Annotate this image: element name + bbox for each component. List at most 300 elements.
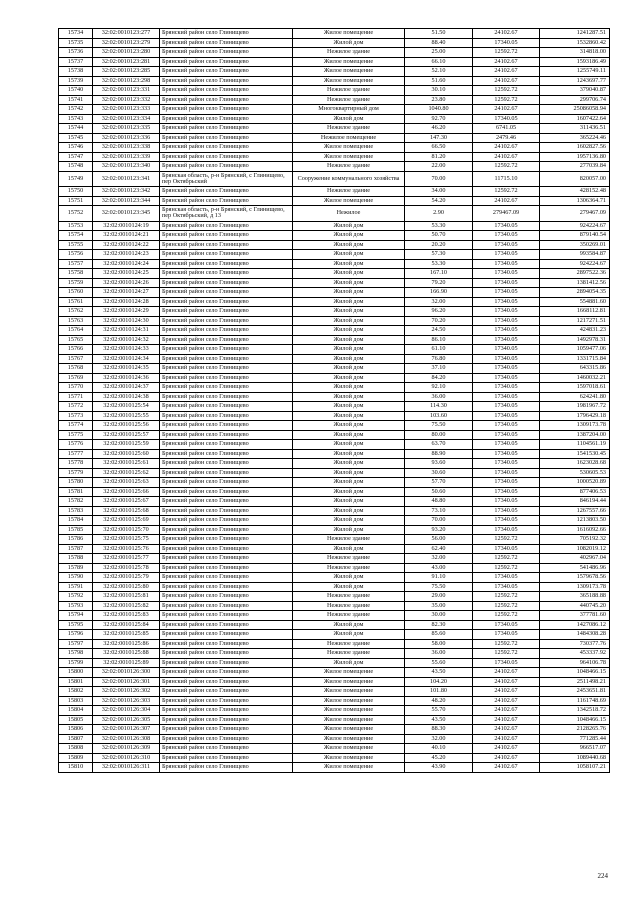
object-type-cell: Жилой дом	[293, 38, 405, 48]
address-cell: Брянский район село Глинищево	[160, 715, 293, 725]
cadastral-number-cell: 32:02:0010124:34	[93, 354, 160, 364]
cadastral-number-cell: 32:02:0010125:81	[93, 592, 160, 602]
table-row	[59, 231, 610, 241]
cadastral-number-cell: 32:02:0010125:62	[93, 468, 160, 478]
area-cell: 48.80	[405, 497, 473, 507]
row-number-cell: 15791	[59, 582, 93, 592]
specific-value-cell: 17340.05	[473, 516, 540, 526]
table-row	[59, 67, 610, 77]
object-type-cell: Жилой дом	[293, 468, 405, 478]
cadastral-number-cell: 32:02:0010125:67	[93, 497, 160, 507]
cadastral-value-cell: 1048466.15	[540, 668, 610, 678]
object-type-cell: Жилой дом	[293, 497, 405, 507]
row-number-cell: 15743	[59, 114, 93, 124]
address-cell: Брянский район село Глинищево	[160, 658, 293, 668]
cadastral-value-cell: 771285.44	[540, 734, 610, 744]
cadastral-number-cell: 32:02:0010124:19	[93, 221, 160, 231]
specific-value-cell: 17340.05	[473, 573, 540, 583]
table-row	[59, 373, 610, 383]
address-cell: Брянский район село Глинищево	[160, 240, 293, 250]
object-type-cell: Нежилое здание	[293, 554, 405, 564]
table-row	[59, 29, 610, 39]
cadastral-number-cell: 32:02:0010125:77	[93, 554, 160, 564]
cadastral-value-cell: 1532860.42	[540, 38, 610, 48]
address-cell: Брянский район село Глинищево	[160, 630, 293, 640]
area-cell: 79.20	[405, 278, 473, 288]
table-row	[59, 240, 610, 250]
area-cell: 167.10	[405, 269, 473, 279]
address-cell: Брянский район село Глинищево	[160, 105, 293, 115]
object-type-cell: Жилой дом	[293, 411, 405, 421]
area-cell: 46.20	[405, 124, 473, 134]
row-number-cell: 15760	[59, 288, 93, 298]
object-type-cell: Жилое помещение	[293, 76, 405, 86]
table-row	[59, 744, 610, 754]
object-type-cell: Жилой дом	[293, 573, 405, 583]
row-number-cell: 15755	[59, 240, 93, 250]
object-type-cell: Жилой дом	[293, 345, 405, 355]
area-cell: 96.20	[405, 307, 473, 317]
address-cell: Брянский район село Глинищево	[160, 86, 293, 96]
specific-value-cell: 279467.09	[473, 206, 540, 222]
table-row	[59, 57, 610, 67]
cadastral-number-cell: 32:02:0010123:298	[93, 76, 160, 86]
area-cell: 52.10	[405, 67, 473, 77]
table-row	[59, 430, 610, 440]
address-cell: Брянский район село Глинищево	[160, 582, 293, 592]
address-cell: Брянский район село Глинищево	[160, 67, 293, 77]
row-number-cell: 15748	[59, 162, 93, 172]
row-number-cell: 15799	[59, 658, 93, 668]
object-type-cell: Жилой дом	[293, 459, 405, 469]
specific-value-cell: 12592.72	[473, 611, 540, 621]
specific-value-cell: 24102.67	[473, 725, 540, 735]
specific-value-cell: 17340.05	[473, 240, 540, 250]
row-number-cell: 15771	[59, 392, 93, 402]
address-cell: Брянский район село Глинищево	[160, 48, 293, 58]
object-type-cell: Жилой дом	[293, 478, 405, 488]
address-cell: Брянский район село Глинищево	[160, 38, 293, 48]
cadastral-value-cell: 1381412.56	[540, 278, 610, 288]
cadastral-number-cell: 32:02:0010125:63	[93, 478, 160, 488]
table-row	[59, 250, 610, 260]
cadastral-value-cell: 1255749.11	[540, 67, 610, 77]
object-type-cell: Жилой дом	[293, 373, 405, 383]
cadastral-value-cell: 541486.96	[540, 563, 610, 573]
address-cell: Брянский район село Глинищево	[160, 402, 293, 412]
row-number-cell: 15800	[59, 668, 93, 678]
specific-value-cell: 24102.67	[473, 57, 540, 67]
cadastral-number-cell: 32:02:0010124:30	[93, 316, 160, 326]
row-number-cell: 15768	[59, 364, 93, 374]
registry-sheet	[58, 28, 609, 773]
row-number-cell: 15775	[59, 430, 93, 440]
table-row	[59, 307, 610, 317]
specific-value-cell: 17340.05	[473, 411, 540, 421]
cadastral-number-cell: 32:02:0010125:79	[93, 573, 160, 583]
object-type-cell: Жилое помещение	[293, 696, 405, 706]
area-cell: 84.20	[405, 373, 473, 383]
row-number-cell: 15762	[59, 307, 93, 317]
table-row	[59, 706, 610, 716]
area-cell: 29.00	[405, 592, 473, 602]
specific-value-cell: 12592.72	[473, 554, 540, 564]
specific-value-cell: 17340.05	[473, 487, 540, 497]
area-cell: 57.30	[405, 250, 473, 260]
cadastral-value-cell: 2128265.76	[540, 725, 610, 735]
address-cell: Брянский район село Глинищево	[160, 221, 293, 231]
table-row	[59, 763, 610, 773]
cadastral-number-cell: 32:02:0010123:285	[93, 67, 160, 77]
row-number-cell: 15745	[59, 133, 93, 143]
cadastral-number-cell: 32:02:0010124:22	[93, 240, 160, 250]
object-type-cell: Жилой дом	[293, 487, 405, 497]
address-cell: Брянский район село Глинищево	[160, 326, 293, 336]
table-row	[59, 649, 610, 659]
address-cell: Брянский район село Глинищево	[160, 297, 293, 307]
address-cell: Брянский район село Глинищево	[160, 611, 293, 621]
table-row	[59, 196, 610, 206]
specific-value-cell: 17340.05	[473, 316, 540, 326]
object-type-cell: Жилое помещение	[293, 668, 405, 678]
cadastral-number-cell: 32:02:0010123:331	[93, 86, 160, 96]
area-cell: 101.80	[405, 687, 473, 697]
area-cell: 86.10	[405, 335, 473, 345]
cadastral-value-cell: 1796429.18	[540, 411, 610, 421]
object-type-cell: Жилой дом	[293, 402, 405, 412]
address-cell: Брянский район село Глинищево	[160, 250, 293, 260]
object-type-cell: Нежилое здание	[293, 601, 405, 611]
area-cell: 88.90	[405, 449, 473, 459]
cadastral-number-cell: 32:02:0010126:305	[93, 715, 160, 725]
specific-value-cell: 24102.67	[473, 687, 540, 697]
address-cell: Брянский район село Глинищево	[160, 725, 293, 735]
address-cell: Брянский район село Глинищево	[160, 278, 293, 288]
object-type-cell: Жилой дом	[293, 250, 405, 260]
area-cell: 23.80	[405, 95, 473, 105]
area-cell: 166.90	[405, 288, 473, 298]
cadastral-value-cell: 365224.46	[540, 133, 610, 143]
address-cell: Брянский район село Глинищево	[160, 162, 293, 172]
table-row	[59, 259, 610, 269]
address-cell: Брянский район село Глинищево	[160, 649, 293, 659]
specific-value-cell: 12592.72	[473, 563, 540, 573]
object-type-cell: Жилой дом	[293, 335, 405, 345]
row-number-cell: 15790	[59, 573, 93, 583]
cadastral-value-cell: 2453651.81	[540, 687, 610, 697]
address-cell: Брянский район село Глинищево	[160, 468, 293, 478]
table-row	[59, 133, 610, 143]
area-cell: 25.00	[405, 48, 473, 58]
row-number-cell: 15750	[59, 187, 93, 197]
specific-value-cell: 17340.05	[473, 478, 540, 488]
area-cell: 1040.80	[405, 105, 473, 115]
cadastral-number-cell: 32:02:0010125:54	[93, 402, 160, 412]
object-type-cell: Нежилое здание	[293, 162, 405, 172]
cadastral-value-cell: 1623028.68	[540, 459, 610, 469]
specific-value-cell: 17340.05	[473, 449, 540, 459]
specific-value-cell: 17340.05	[473, 620, 540, 630]
row-number-cell: 15798	[59, 649, 93, 659]
page-number: 224	[597, 872, 608, 880]
object-type-cell: Жилое помещение	[293, 677, 405, 687]
cadastral-value-cell: 314818.00	[540, 48, 610, 58]
area-cell: 62.40	[405, 544, 473, 554]
cadastral-number-cell: 32:02:0010123:333	[93, 105, 160, 115]
object-type-cell: Жилой дом	[293, 582, 405, 592]
specific-value-cell: 17340.05	[473, 630, 540, 640]
area-cell: 40.10	[405, 744, 473, 754]
area-cell: 66.10	[405, 57, 473, 67]
specific-value-cell: 17340.05	[473, 288, 540, 298]
cadastral-value-cell: 624241.80	[540, 392, 610, 402]
row-number-cell: 15756	[59, 250, 93, 260]
address-cell: Брянский район село Глинищево	[160, 364, 293, 374]
table-row	[59, 725, 610, 735]
area-cell: 85.60	[405, 630, 473, 640]
specific-value-cell: 12592.72	[473, 95, 540, 105]
area-cell: 92.10	[405, 383, 473, 393]
table-row	[59, 478, 610, 488]
cadastral-number-cell: 32:02:0010125:68	[93, 506, 160, 516]
cadastral-value-cell: 820057.00	[540, 171, 610, 187]
row-number-cell: 15770	[59, 383, 93, 393]
row-number-cell: 15735	[59, 38, 93, 48]
specific-value-cell: 12592.72	[473, 592, 540, 602]
table-row	[59, 582, 610, 592]
address-cell: Брянский район село Глинищево	[160, 152, 293, 162]
address-cell: Брянский район село Глинищево	[160, 345, 293, 355]
cadastral-number-cell: 32:02:0010123:342	[93, 187, 160, 197]
address-cell: Брянский район село Глинищево	[160, 449, 293, 459]
specific-value-cell: 24102.67	[473, 753, 540, 763]
row-number-cell: 15806	[59, 725, 93, 735]
address-cell: Брянский район село Глинищево	[160, 95, 293, 105]
specific-value-cell: 17340.05	[473, 364, 540, 374]
area-cell: 61.10	[405, 345, 473, 355]
row-number-cell: 15778	[59, 459, 93, 469]
address-cell: Брянский район село Глинищево	[160, 231, 293, 241]
specific-value-cell: 24102.67	[473, 763, 540, 773]
object-type-cell: Жилой дом	[293, 231, 405, 241]
row-number-cell: 15788	[59, 554, 93, 564]
cadastral-value-cell: 554881.60	[540, 297, 610, 307]
area-cell: 43.50	[405, 715, 473, 725]
address-cell: Брянская область, р-н Брянский, с Глинищево, пер Октябрьский, д 13	[160, 206, 293, 222]
table-row	[59, 715, 610, 725]
row-number-cell: 15810	[59, 763, 93, 773]
cadastral-number-cell: 32:02:0010125:75	[93, 535, 160, 545]
area-cell: 53.30	[405, 221, 473, 231]
cadastral-number-cell: 32:02:0010125:76	[93, 544, 160, 554]
cadastral-number-cell: 32:02:0010124:36	[93, 373, 160, 383]
cadastral-value-cell: 1267557.66	[540, 506, 610, 516]
row-number-cell: 15757	[59, 259, 93, 269]
cadastral-value-cell: 1668112.81	[540, 307, 610, 317]
cadastral-value-cell: 730377.76	[540, 639, 610, 649]
cadastral-number-cell: 32:02:0010123:334	[93, 114, 160, 124]
cadastral-value-cell: 1342518.72	[540, 706, 610, 716]
specific-value-cell: 17340.05	[473, 373, 540, 383]
row-number-cell: 15749	[59, 171, 93, 187]
row-number-cell: 15808	[59, 744, 93, 754]
cadastral-number-cell: 32:02:0010125:70	[93, 525, 160, 535]
cadastral-number-cell: 32:02:0010124:29	[93, 307, 160, 317]
cadastral-value-cell: 1981967.72	[540, 402, 610, 412]
specific-value-cell: 17340.05	[473, 114, 540, 124]
object-type-cell: Жилое помещение	[293, 29, 405, 39]
table-row	[59, 187, 610, 197]
table-row	[59, 76, 610, 86]
specific-value-cell: 17340.05	[473, 468, 540, 478]
specific-value-cell: 6741.05	[473, 124, 540, 134]
address-cell: Брянский район село Глинищево	[160, 573, 293, 583]
row-number-cell: 15763	[59, 316, 93, 326]
address-cell: Брянский район село Глинищево	[160, 639, 293, 649]
object-type-cell: Жилое помещение	[293, 753, 405, 763]
specific-value-cell: 17340.05	[473, 231, 540, 241]
row-number-cell: 15789	[59, 563, 93, 573]
row-number-cell: 15746	[59, 143, 93, 153]
object-type-cell: Жилой дом	[293, 392, 405, 402]
table-row	[59, 297, 610, 307]
cadastral-value-cell: 1309173.78	[540, 582, 610, 592]
cadastral-value-cell: 1161748.69	[540, 696, 610, 706]
object-type-cell: Жилое помещение	[293, 763, 405, 773]
cadastral-value-cell: 1957136.80	[540, 152, 610, 162]
table-row	[59, 601, 610, 611]
table-row	[59, 206, 610, 222]
row-number-cell: 15797	[59, 639, 93, 649]
cadastral-value-cell: 1082019.12	[540, 544, 610, 554]
object-type-cell: Жилой дом	[293, 288, 405, 298]
table-row	[59, 143, 610, 153]
address-cell: Брянский район село Глинищево	[160, 459, 293, 469]
table-row	[59, 105, 610, 115]
table-row	[59, 658, 610, 668]
cadastral-value-cell: 311436.51	[540, 124, 610, 134]
area-cell: 32.00	[405, 554, 473, 564]
object-type-cell: Жилое помещение	[293, 67, 405, 77]
area-cell: 30.60	[405, 468, 473, 478]
cadastral-number-cell: 32:02:0010124:38	[93, 392, 160, 402]
cadastral-number-cell: 32:02:0010123:335	[93, 124, 160, 134]
area-cell: 93.20	[405, 525, 473, 535]
object-type-cell: Жилое помещение	[293, 706, 405, 716]
cadastral-number-cell: 32:02:0010124:31	[93, 326, 160, 336]
cadastral-number-cell: 32:02:0010126:308	[93, 734, 160, 744]
object-type-cell: Сооружение коммунального хозяйства	[293, 171, 405, 187]
address-cell: Брянский район село Глинищево	[160, 734, 293, 744]
cadastral-number-cell: 32:02:0010123:280	[93, 48, 160, 58]
cadastral-number-cell: 32:02:0010125:86	[93, 639, 160, 649]
cadastral-value-cell: 424831.23	[540, 326, 610, 336]
table-row	[59, 554, 610, 564]
specific-value-cell: 24102.67	[473, 29, 540, 39]
table-row	[59, 487, 610, 497]
specific-value-cell: 24102.67	[473, 744, 540, 754]
row-number-cell: 15742	[59, 105, 93, 115]
address-cell: Брянский район село Глинищево	[160, 114, 293, 124]
address-cell: Брянский район село Глинищево	[160, 516, 293, 526]
cadastral-value-cell: 1048466.15	[540, 715, 610, 725]
object-type-cell: Жилой дом	[293, 114, 405, 124]
object-type-cell: Жилое помещение	[293, 57, 405, 67]
specific-value-cell: 24102.67	[473, 706, 540, 716]
object-type-cell: Жилой дом	[293, 307, 405, 317]
specific-value-cell: 17340.05	[473, 544, 540, 554]
specific-value-cell: 17340.05	[473, 326, 540, 336]
cadastral-value-cell: 2897522.36	[540, 269, 610, 279]
table-row	[59, 677, 610, 687]
object-type-cell: Жилой дом	[293, 316, 405, 326]
cadastral-value-cell: 1059477.06	[540, 345, 610, 355]
object-type-cell: Жилое помещение	[293, 143, 405, 153]
area-cell: 35.00	[405, 601, 473, 611]
object-type-cell: Нежилое здание	[293, 649, 405, 659]
address-cell: Брянский район село Глинищево	[160, 354, 293, 364]
table-row	[59, 345, 610, 355]
table-row	[59, 171, 610, 187]
specific-value-cell: 17340.05	[473, 421, 540, 431]
area-cell: 92.70	[405, 114, 473, 124]
area-cell: 76.80	[405, 354, 473, 364]
specific-value-cell: 17340.05	[473, 221, 540, 231]
cadastral-value-cell: 1217271.51	[540, 316, 610, 326]
specific-value-cell: 24102.67	[473, 734, 540, 744]
address-cell: Брянский район село Глинищево	[160, 544, 293, 554]
cadastral-value-cell: 993584.87	[540, 250, 610, 260]
cadastral-value-cell: 1306364.71	[540, 196, 610, 206]
table-row	[59, 516, 610, 526]
object-type-cell: Жилой дом	[293, 440, 405, 450]
specific-value-cell: 2479.46	[473, 133, 540, 143]
cadastral-number-cell: 32:02:0010123:336	[93, 133, 160, 143]
table-row	[59, 449, 610, 459]
row-number-cell: 15792	[59, 592, 93, 602]
cadastral-number-cell: 32:02:0010125:55	[93, 411, 160, 421]
address-cell: Брянский район село Глинищево	[160, 763, 293, 773]
object-type-cell: Жилое помещение	[293, 734, 405, 744]
cadastral-number-cell: 32:02:0010124:24	[93, 259, 160, 269]
row-number-cell: 15777	[59, 449, 93, 459]
cadastral-number-cell: 32:02:0010125:69	[93, 516, 160, 526]
table-row	[59, 440, 610, 450]
area-cell: 82.30	[405, 620, 473, 630]
object-type-cell: Жилой дом	[293, 278, 405, 288]
object-type-cell: Жилой дом	[293, 544, 405, 554]
address-cell: Брянский район село Глинищево	[160, 335, 293, 345]
cadastral-number-cell: 32:02:0010125:66	[93, 487, 160, 497]
area-cell: 50.70	[405, 231, 473, 241]
row-number-cell: 15786	[59, 535, 93, 545]
object-type-cell: Многоквартирный дом	[293, 105, 405, 115]
address-cell: Брянский район село Глинищево	[160, 706, 293, 716]
row-number-cell: 15744	[59, 124, 93, 134]
row-number-cell: 15793	[59, 601, 93, 611]
area-cell: 50.60	[405, 487, 473, 497]
object-type-cell: Нежилое здание	[293, 535, 405, 545]
table-row	[59, 421, 610, 431]
area-cell: 55.60	[405, 658, 473, 668]
cadastral-number-cell: 32:02:0010124:33	[93, 345, 160, 355]
area-cell: 43.90	[405, 763, 473, 773]
area-cell: 63.70	[405, 440, 473, 450]
object-type-cell: Нежилое здание	[293, 95, 405, 105]
specific-value-cell: 12592.72	[473, 649, 540, 659]
object-type-cell: Нежилое здание	[293, 187, 405, 197]
row-number-cell: 15781	[59, 487, 93, 497]
